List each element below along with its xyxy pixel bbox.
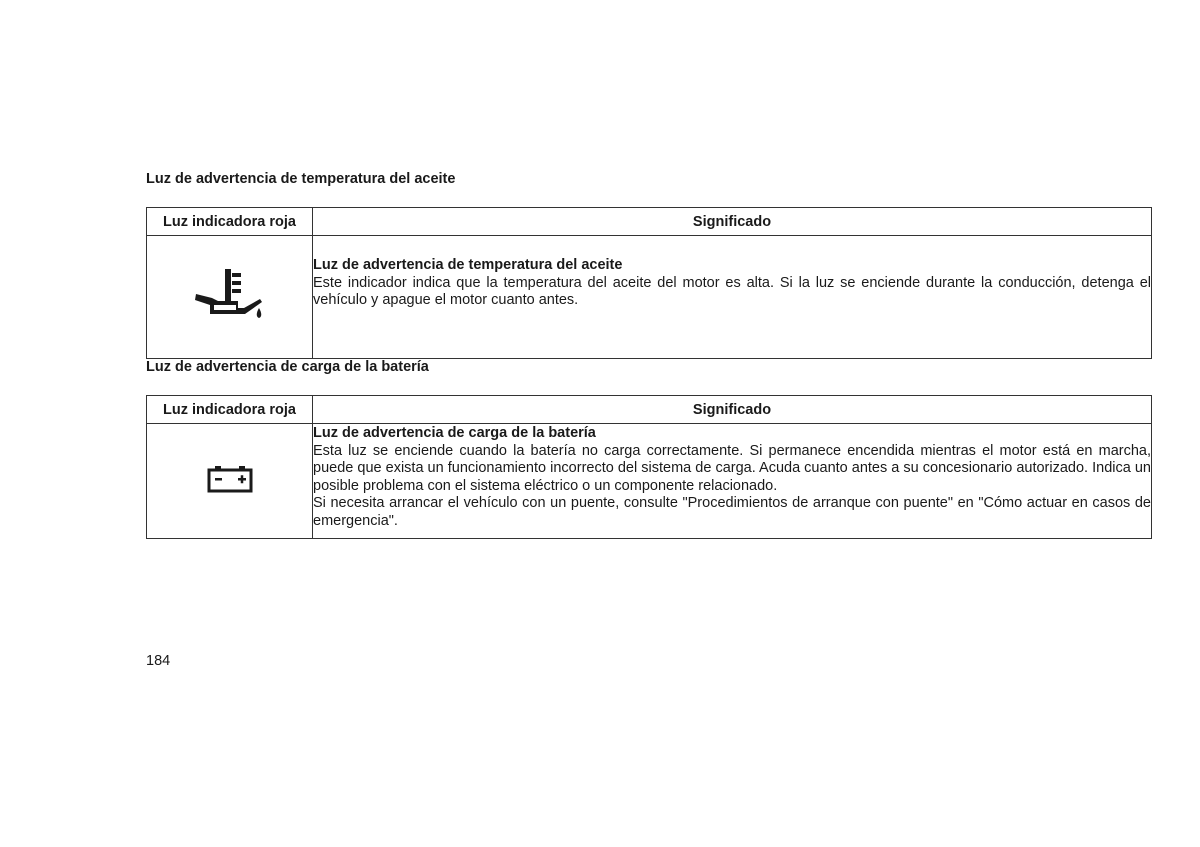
table-row: [147, 236, 1152, 359]
description-text: Esta luz se enciende cuando la batería no carga correctamente. Si permanece encendida mientras el motor está en marcha, puede que exista un funcionamiento incorrecto del sistema de carga. Acuda cuanto antes a su concesionario autorizado. Indica un posible problema con el sistema eléctrico o un componente relacionado.: [313, 442, 1151, 494]
meaning-cell: [313, 236, 1152, 359]
column-header-indicator: Luz indicadora roja: [147, 396, 313, 424]
page-number: 184: [146, 653, 171, 669]
meaning-cell: [313, 424, 1152, 539]
column-header-meaning: Significado: [313, 396, 1152, 424]
column-header-meaning: Significado: [313, 208, 1152, 236]
table-row: [147, 424, 1152, 539]
indicator-cell: [147, 424, 313, 539]
description-text: Este indicador indica que la temperatura del aceite del motor es alta. Si la luz se enciende durante la conducción, detenga el vehículo y apague el motor cuanto antes.: [313, 274, 1151, 308]
oil-temperature-warning-icon: [192, 313, 268, 329]
table-header-row: [147, 396, 1152, 424]
column-header-indicator: Luz indicadora roja: [147, 208, 313, 236]
battery-charge-warning-icon: [206, 483, 254, 499]
section-title-battery-charge: Luz de advertencia de carga de la batería: [146, 359, 429, 375]
oil-temperature-table: [146, 207, 1152, 359]
battery-charge-table: [146, 395, 1152, 539]
description-title: Luz de advertencia de carga de la batería: [313, 425, 596, 441]
section-title-oil-temperature: Luz de advertencia de temperatura del aceite: [146, 171, 456, 187]
description-text-jump-start: Si necesita arrancar el vehículo con un puente, consulte "Procedimientos de arranque con puente" en "Cómo actuar en casos de emergencia".: [313, 495, 1151, 529]
table-header-row: [147, 208, 1152, 236]
description-title: Luz de advertencia de temperatura del aceite: [313, 257, 623, 273]
indicator-cell: [147, 236, 313, 359]
